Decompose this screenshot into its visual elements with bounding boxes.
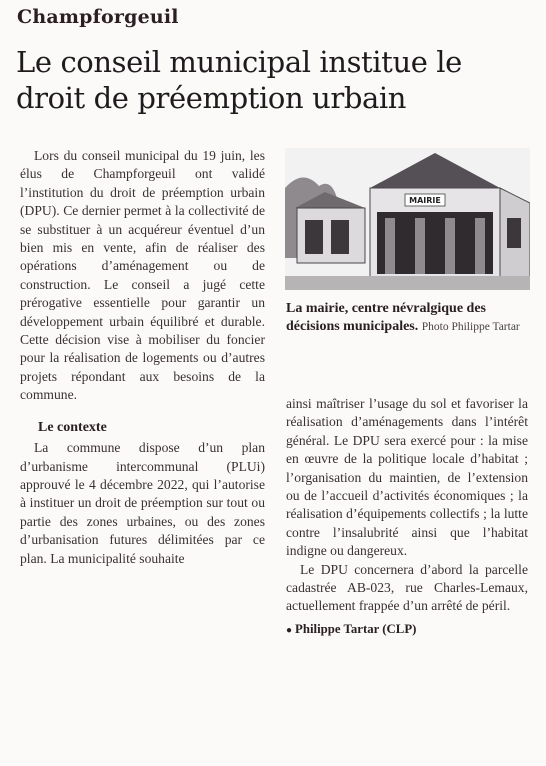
mairie-sign-text: MAIRIE (409, 196, 441, 205)
author-name: Philippe Tartar (CLP) (295, 621, 417, 636)
article-column-left (20, 147, 265, 568)
article-kicker: Champforgeuil (17, 6, 179, 28)
bullet-icon: ● (286, 624, 293, 636)
context-paragraph-start: La commune dispose d’un plan d’urbanisme intercommunal (PLUi) approuvé le 4 décembre 2022, qui l’autorise à instituer un droit de préemption sur tout ou partie des zones urbaines, ou des zones d’urbanisation futures délimitées par ce plan. La municipalité souhaite (20, 440, 265, 566)
article-signature (286, 620, 528, 640)
town-hall-illustration (285, 148, 530, 290)
photo-caption (286, 300, 530, 336)
article-column-right (286, 395, 528, 640)
article-intro-paragraph: Lors du conseil municipal du 19 juin, les élus de Champforgeuil ont validé l’institution du droit de préemption urbain (DPU). Ce dernier permet à la collectivité de se substituer à un acquéreur éventuel d’un bien mis en vente, afin de réaliser des opérations d’aménagement ou de construction. Le conseil a jugé cette prérogative essentielle pour garantir un développement urbain équilibré et durable. Cette décision vise à mobiliser du foncier pour la réalisation de logements ou d’autres projets répondant aux besoins de la commune. (20, 148, 265, 403)
photo-credit: Photo Philippe Tartar (421, 320, 520, 333)
context-paragraph-continued: ainsi maîtriser l’usage du sol et favoriser la réalisation d’aménagements dans l’intérêt général. Le DPU sera exercé pour : la mise en œuvre de la politique locale d’habitat ; l’organisation du maintien, de l’extension ou de l’accueil d’activités économiques ; la réalisation d’équipements collectifs ; la lutte contre l’insalubrité ainsi que l’habitat indigne ou dangereux. (286, 396, 528, 559)
closing-paragraph: Le DPU concernera d’abord la parcelle cadastrée AB-023, rue Charles-Lemaux, actuellement frappée d’un arrêté de péril. (286, 561, 528, 614)
photo-caption-text: La mairie, centre névralgique des décisions municipales. (286, 301, 486, 334)
town-hall-photo (285, 148, 530, 290)
article-headline: Le conseil municipal institue le droit de préemption urbain (16, 45, 462, 115)
section-title: Le contexte (38, 419, 107, 435)
